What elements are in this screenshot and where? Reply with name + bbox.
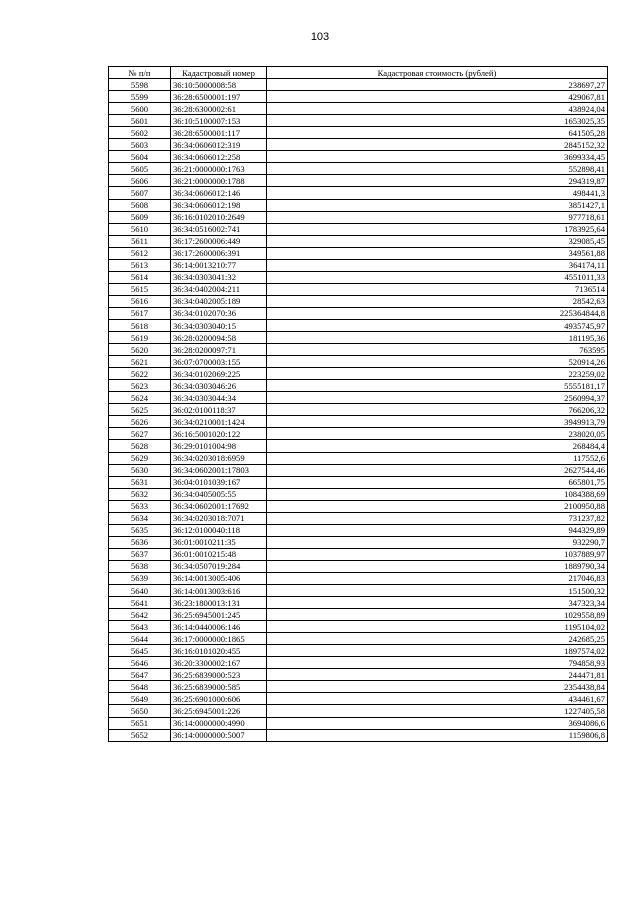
table-row [109, 585, 608, 597]
table-header [109, 67, 608, 79]
table-row [109, 488, 608, 500]
cadastral-number: 36:14:0013210:77 [171, 259, 267, 271]
cadastral-value: 1653025,35 [267, 115, 608, 127]
cadastral-value-table [108, 66, 608, 742]
cadastral-number: 36:04:0101039:167 [171, 476, 267, 488]
cadastral-number: 36:34:0303046:26 [171, 380, 267, 392]
cadastral-value: 1897574,02 [267, 645, 608, 657]
cadastral-number: 36:34:0303041:32 [171, 271, 267, 283]
cadastral-value: 347323,34 [267, 597, 608, 609]
table-row [109, 79, 608, 91]
table-row [109, 633, 608, 645]
cadastral-number: 36:01:0010211:35 [171, 536, 267, 548]
row-number: 5604 [109, 151, 171, 163]
cadastral-value: 329085,45 [267, 235, 608, 247]
row-number: 5624 [109, 392, 171, 404]
table-row [109, 548, 608, 560]
row-number: 5621 [109, 356, 171, 368]
cadastral-number: 36:16:0102010:2649 [171, 211, 267, 223]
table-row [109, 259, 608, 271]
cadastral-value: 4551011,33 [267, 271, 608, 283]
cadastral-number: 36:02:0100118:37 [171, 404, 267, 416]
cadastral-value: 268484,4 [267, 440, 608, 452]
cadastral-value: 349561,88 [267, 247, 608, 259]
row-number: 5643 [109, 621, 171, 633]
row-number: 5617 [109, 307, 171, 319]
row-number: 5608 [109, 199, 171, 211]
cadastral-value: 2354438,84 [267, 681, 608, 693]
row-number: 5634 [109, 512, 171, 524]
cadastral-value: 1783925,64 [267, 223, 608, 235]
cadastral-number: 36:10:5000008:58 [171, 79, 267, 91]
cadastral-number: 36:34:0516002:741 [171, 223, 267, 235]
header-cadastral-number: Кадастровый номер [171, 67, 267, 79]
row-number: 5622 [109, 368, 171, 380]
cadastral-value: 731237,82 [267, 512, 608, 524]
row-number: 5620 [109, 344, 171, 356]
cadastral-number: 36:10:5100007:153 [171, 115, 267, 127]
row-number: 5648 [109, 681, 171, 693]
table-row [109, 657, 608, 669]
table-row [109, 199, 608, 211]
table-row [109, 319, 608, 331]
cadastral-value: 1227405,58 [267, 705, 608, 717]
row-number: 5602 [109, 127, 171, 139]
cadastral-value: 1037889,97 [267, 548, 608, 560]
cadastral-value: 242685,25 [267, 633, 608, 645]
cadastral-value: 5555181,17 [267, 380, 608, 392]
cadastral-number: 36:17:2600006:449 [171, 235, 267, 247]
cadastral-value: 429067,81 [267, 91, 608, 103]
table-row [109, 247, 608, 259]
cadastral-number: 36:28:6500001:197 [171, 91, 267, 103]
cadastral-number: 36:34:0507019:284 [171, 560, 267, 572]
table-row [109, 609, 608, 621]
cadastral-number: 36:12:0100040:118 [171, 524, 267, 536]
cadastral-number: 36:28:6500001:117 [171, 127, 267, 139]
cadastral-value: 3851427,1 [267, 199, 608, 211]
cadastral-value: 665801,75 [267, 476, 608, 488]
table-row [109, 356, 608, 368]
row-number: 5632 [109, 488, 171, 500]
row-number: 5646 [109, 657, 171, 669]
row-number: 5651 [109, 717, 171, 729]
cadastral-number: 36:34:0210001:1424 [171, 416, 267, 428]
cadastral-value: 7136514 [267, 283, 608, 295]
header-row-number: № п/п [109, 67, 171, 79]
table-row [109, 645, 608, 657]
table-row [109, 536, 608, 548]
cadastral-number: 36:34:0303044:34 [171, 392, 267, 404]
cadastral-number: 36:29:0101004:98 [171, 440, 267, 452]
table-row [109, 428, 608, 440]
cadastral-value: 223259,02 [267, 368, 608, 380]
row-number: 5599 [109, 91, 171, 103]
row-number: 5637 [109, 548, 171, 560]
cadastral-number: 36:23:1800013:131 [171, 597, 267, 609]
cadastral-value: 2627544,46 [267, 464, 608, 476]
cadastral-number: 36:01:0010215:48 [171, 548, 267, 560]
cadastral-number: 36:34:0303040:15 [171, 319, 267, 331]
table-row [109, 512, 608, 524]
cadastral-number: 36:28:0200094:58 [171, 332, 267, 344]
cadastral-value: 1084388,69 [267, 488, 608, 500]
cadastral-value: 763595 [267, 344, 608, 356]
cadastral-number: 36:34:0102069:225 [171, 368, 267, 380]
page-number: 103 [310, 31, 330, 43]
cadastral-value: 498441,3 [267, 187, 608, 199]
cadastral-value: 766206,32 [267, 404, 608, 416]
cadastral-number: 36:14:0440006:146 [171, 621, 267, 633]
table-row [109, 91, 608, 103]
table-row [109, 187, 608, 199]
table-row [109, 344, 608, 356]
table-row [109, 440, 608, 452]
cadastral-number: 36:16:5001020:122 [171, 428, 267, 440]
table-body [109, 79, 608, 742]
row-number: 5611 [109, 235, 171, 247]
cadastral-value: 438924,04 [267, 103, 608, 115]
table-row [109, 368, 608, 380]
header-cadastral-value: Кадастровая стоимость (рублей) [267, 67, 608, 79]
table-row [109, 139, 608, 151]
row-number: 5598 [109, 79, 171, 91]
table-row [109, 452, 608, 464]
row-number: 5605 [109, 163, 171, 175]
row-number: 5618 [109, 319, 171, 331]
row-number: 5626 [109, 416, 171, 428]
cadastral-value: 225364844,8 [267, 307, 608, 319]
cadastral-number: 36:25:6945001:245 [171, 609, 267, 621]
row-number: 5631 [109, 476, 171, 488]
cadastral-value: 364174,11 [267, 259, 608, 271]
cadastral-number: 36:25:6945001:226 [171, 705, 267, 717]
row-number: 5647 [109, 669, 171, 681]
table-row [109, 621, 608, 633]
cadastral-value: 520914,26 [267, 356, 608, 368]
cadastral-value: 1889790,34 [267, 560, 608, 572]
cadastral-value: 1159806,8 [267, 729, 608, 741]
cadastral-value: 2100950,88 [267, 500, 608, 512]
cadastral-value: 944329,89 [267, 524, 608, 536]
row-number: 5629 [109, 452, 171, 464]
cadastral-number: 36:20:3300002:167 [171, 657, 267, 669]
cadastral-number: 36:25:6901000:606 [171, 693, 267, 705]
cadastral-number: 36:34:0606012:258 [171, 151, 267, 163]
table-row [109, 211, 608, 223]
cadastral-number: 36:07:0700003:155 [171, 356, 267, 368]
table-row [109, 115, 608, 127]
cadastral-value: 552898,41 [267, 163, 608, 175]
cadastral-number: 36:28:0200097:71 [171, 344, 267, 356]
table-row [109, 235, 608, 247]
table-row [109, 307, 608, 319]
cadastral-value: 977718,61 [267, 211, 608, 223]
row-number: 5638 [109, 560, 171, 572]
cadastral-number: 36:34:0405005:55 [171, 488, 267, 500]
row-number: 5635 [109, 524, 171, 536]
table-row [109, 283, 608, 295]
row-number: 5601 [109, 115, 171, 127]
table-row [109, 271, 608, 283]
table-row [109, 464, 608, 476]
cadastral-value: 244471,81 [267, 669, 608, 681]
cadastral-number: 36:25:6839000:585 [171, 681, 267, 693]
table-row [109, 693, 608, 705]
row-number: 5614 [109, 271, 171, 283]
table-row [109, 103, 608, 115]
row-number: 5639 [109, 572, 171, 584]
cadastral-value: 4935745,97 [267, 319, 608, 331]
cadastral-number: 36:34:0606012:146 [171, 187, 267, 199]
cadastral-number: 36:34:0203018:7071 [171, 512, 267, 524]
cadastral-value: 794858,93 [267, 657, 608, 669]
cadastral-value: 641505,28 [267, 127, 608, 139]
row-number: 5645 [109, 645, 171, 657]
cadastral-value: 3949913,79 [267, 416, 608, 428]
cadastral-value: 217046,83 [267, 572, 608, 584]
cadastral-number: 36:34:0602001:17692 [171, 500, 267, 512]
cadastral-number: 36:17:2600006:391 [171, 247, 267, 259]
table-row [109, 392, 608, 404]
row-number: 5603 [109, 139, 171, 151]
row-number: 5633 [109, 500, 171, 512]
cadastral-number: 36:14:0000000:4990 [171, 717, 267, 729]
cadastral-number: 36:14:0000000:5007 [171, 729, 267, 741]
cadastral-value: 117552,6 [267, 452, 608, 464]
cadastral-value: 3694086,6 [267, 717, 608, 729]
row-number: 5652 [109, 729, 171, 741]
cadastral-value: 181195,36 [267, 332, 608, 344]
row-number: 5606 [109, 175, 171, 187]
table-row [109, 681, 608, 693]
table-row [109, 332, 608, 344]
row-number: 5641 [109, 597, 171, 609]
row-number: 5610 [109, 223, 171, 235]
table-row [109, 729, 608, 741]
cadastral-value: 28542,63 [267, 295, 608, 307]
row-number: 5636 [109, 536, 171, 548]
table-row [109, 404, 608, 416]
cadastral-number: 36:21:0000000:1763 [171, 163, 267, 175]
cadastral-number: 36:16:0101020:455 [171, 645, 267, 657]
row-number: 5623 [109, 380, 171, 392]
row-number: 5619 [109, 332, 171, 344]
cadastral-number: 36:25:6839000:523 [171, 669, 267, 681]
cadastral-number: 36:34:0402005:189 [171, 295, 267, 307]
row-number: 5642 [109, 609, 171, 621]
table-row [109, 500, 608, 512]
cadastral-number: 36:21:0000000:1788 [171, 175, 267, 187]
row-number: 5628 [109, 440, 171, 452]
row-number: 5607 [109, 187, 171, 199]
row-number: 5640 [109, 585, 171, 597]
table-row [109, 476, 608, 488]
cadastral-value: 434461,67 [267, 693, 608, 705]
cadastral-number: 36:34:0602001:17803 [171, 464, 267, 476]
row-number: 5615 [109, 283, 171, 295]
header-row [109, 67, 608, 79]
cadastral-value: 1029558,89 [267, 609, 608, 621]
row-number: 5650 [109, 705, 171, 717]
table-row [109, 717, 608, 729]
row-number: 5609 [109, 211, 171, 223]
row-number: 5600 [109, 103, 171, 115]
table-row [109, 705, 608, 717]
row-number: 5627 [109, 428, 171, 440]
table-row [109, 669, 608, 681]
table-row [109, 597, 608, 609]
cadastral-value: 238697,27 [267, 79, 608, 91]
row-number: 5625 [109, 404, 171, 416]
row-number: 5644 [109, 633, 171, 645]
cadastral-value: 932290,7 [267, 536, 608, 548]
table-row [109, 416, 608, 428]
cadastral-value: 151500,32 [267, 585, 608, 597]
cadastral-number: 36:17:0000000:1865 [171, 633, 267, 645]
table-row [109, 560, 608, 572]
cadastral-value: 1195104,02 [267, 621, 608, 633]
table-row [109, 524, 608, 536]
cadastral-number: 36:34:0606012:198 [171, 199, 267, 211]
row-number: 5613 [109, 259, 171, 271]
table-row [109, 572, 608, 584]
cadastral-value: 2845152,32 [267, 139, 608, 151]
cadastral-number: 36:34:0203018:6959 [171, 452, 267, 464]
table-row [109, 163, 608, 175]
cadastral-value: 3699334,45 [267, 151, 608, 163]
cadastral-number: 36:14:0013003:616 [171, 585, 267, 597]
table-row [109, 127, 608, 139]
cadastral-value: 294319,87 [267, 175, 608, 187]
table-row [109, 175, 608, 187]
row-number: 5630 [109, 464, 171, 476]
row-number: 5649 [109, 693, 171, 705]
cadastral-number: 36:28:6300002:61 [171, 103, 267, 115]
row-number: 5616 [109, 295, 171, 307]
table-row [109, 151, 608, 163]
table-row [109, 380, 608, 392]
cadastral-number: 36:34:0402004:211 [171, 283, 267, 295]
cadastral-value: 238020,05 [267, 428, 608, 440]
row-number: 5612 [109, 247, 171, 259]
cadastral-number: 36:34:0102070:36 [171, 307, 267, 319]
cadastral-value: 2560994,37 [267, 392, 608, 404]
table-row [109, 295, 608, 307]
cadastral-number: 36:34:0606012:319 [171, 139, 267, 151]
cadastral-number: 36:14:0013005:406 [171, 572, 267, 584]
table-row [109, 223, 608, 235]
